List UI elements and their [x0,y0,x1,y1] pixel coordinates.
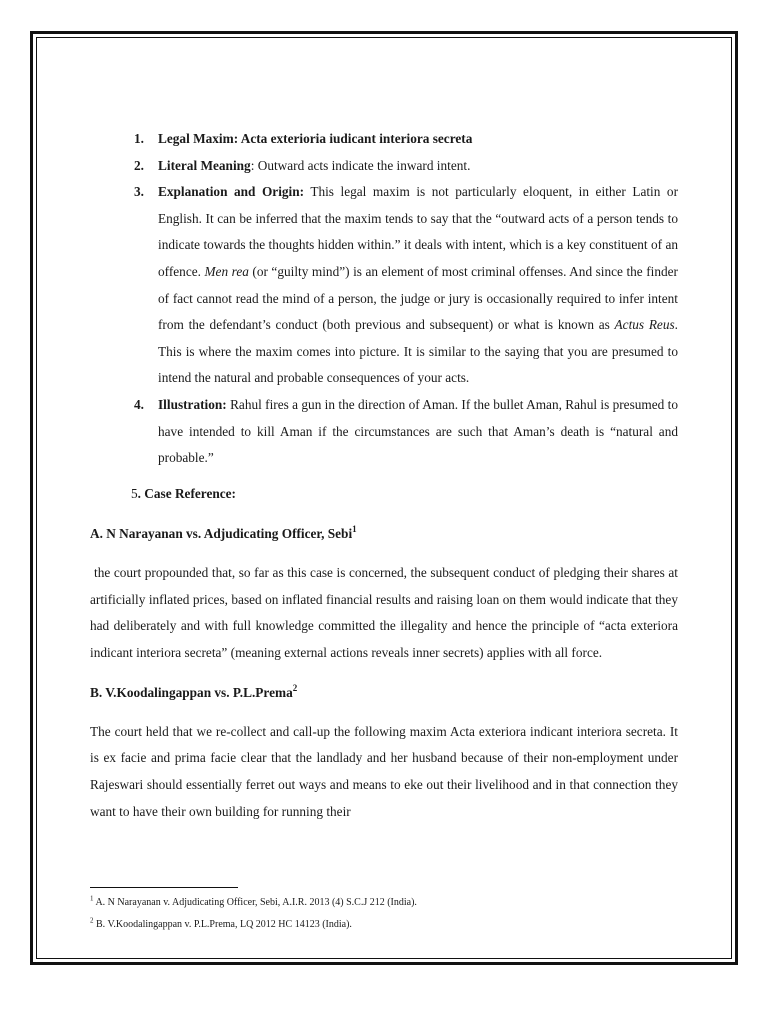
illustration-text: Rahul fires a gun in the direction of Aman. If the bullet Aman, Rahul is presumed to have intended to kill Aman if the circumstances are such that Aman’s death is “natural and probable.” [158,396,678,466]
case-a-title: A. N Narayanan vs. Adjudicating Officer, Sebi [90,526,353,542]
footnote-mark: 1 [90,894,94,903]
case-b-heading [90,680,678,707]
explanation-text-part: (or “guilty mind”) is an element of most criminal offenses. And since the finder of fact cannot read the mind of a person, the judge or jury is occasionally required to infer intent from the defendant’s conduct (both previous and subsequent) or what is known as [158,263,678,333]
item-number: 3. [134,184,144,200]
maxim-list [90,126,678,472]
legal-maxim-heading: Legal Maxim: Acta exterioria iudicant interiora secreta [158,131,473,146]
list-item-legal-maxim [134,126,678,153]
explanation-text-part: . This is where the maxim comes into picture. It is similar to the saying that you are presumed to intend the natural and probable consequences of your acts. [158,317,678,386]
footnote-text: B. V.Koodalingappan v. P.L.Prema, LQ 2012 HC 14123 (India). [93,919,352,930]
item-number: 2. [134,157,144,173]
case-a-body: the court propounded that, so far as this case is concerned, the subsequent conduct of pledging their shares at artificially inflated prices, based on inflated financial results and raising loan on them would indicate that they had deliberately and with full knowledge committed the illegality and hence the principle of “acta exteriora indicant interiora secreta” (meaning external actions reveals inner secrets) applies with all force. [90,564,678,660]
literal-meaning-label: Literal Meaning [158,157,251,173]
case-b-body: The court held that we re-collect and call-up the following maxim Acta exteriora indicant interiora secreta. It is ex facie and prima facie clear that the landlady and her husband because of their non-employment under Rajeswari should essentially ferret out ways and means to eke out their livelihood and in that connection they want to have their own building for running their [90,723,678,819]
footnote-1 [90,892,650,914]
illustration-label: Illustration: [158,396,227,412]
footnote-divider [90,887,238,888]
footnote-mark: 2 [90,916,94,925]
footnote-2 [90,914,650,936]
case-a-heading [90,521,678,548]
list-item-explanation [134,179,678,392]
footnotes [90,892,650,936]
case-b-title: B. V.Koodalingappan vs. P.L.Prema [90,685,293,701]
case-reference-number: 5 [131,485,138,501]
actus-reus-term: Actus Reus [614,317,675,333]
case-reference-label: . Case Reference: [137,485,236,501]
item-number: 1. [134,131,144,146]
footnote-ref: 1 [352,523,357,534]
men-rea-term: Men rea [204,263,249,279]
list-item-illustration [134,392,678,472]
document-page [90,126,678,825]
case-reference-heading [90,481,678,508]
item-number: 4. [134,396,144,412]
explanation-text-part: This legal maxim is not particularly eloquent, in either Latin or English. It can be inferred that the maxim tends to say that the “outward acts of a person tends to indicate towards the thoughts hidden within.” it deals with intent, which is a key constituent of an offence. [158,184,678,279]
literal-meaning-text: : Outward acts indicate the inward intent. [250,157,471,173]
footnote-text: A. N Narayanan v. Adjudicating Officer, Sebi, A.I.R. 2013 (4) S.C.J 212 (India). [93,897,417,908]
list-item-literal-meaning [134,153,678,180]
explanation-label: Explanation and Origin: [158,184,305,200]
footnote-ref: 2 [292,682,298,693]
